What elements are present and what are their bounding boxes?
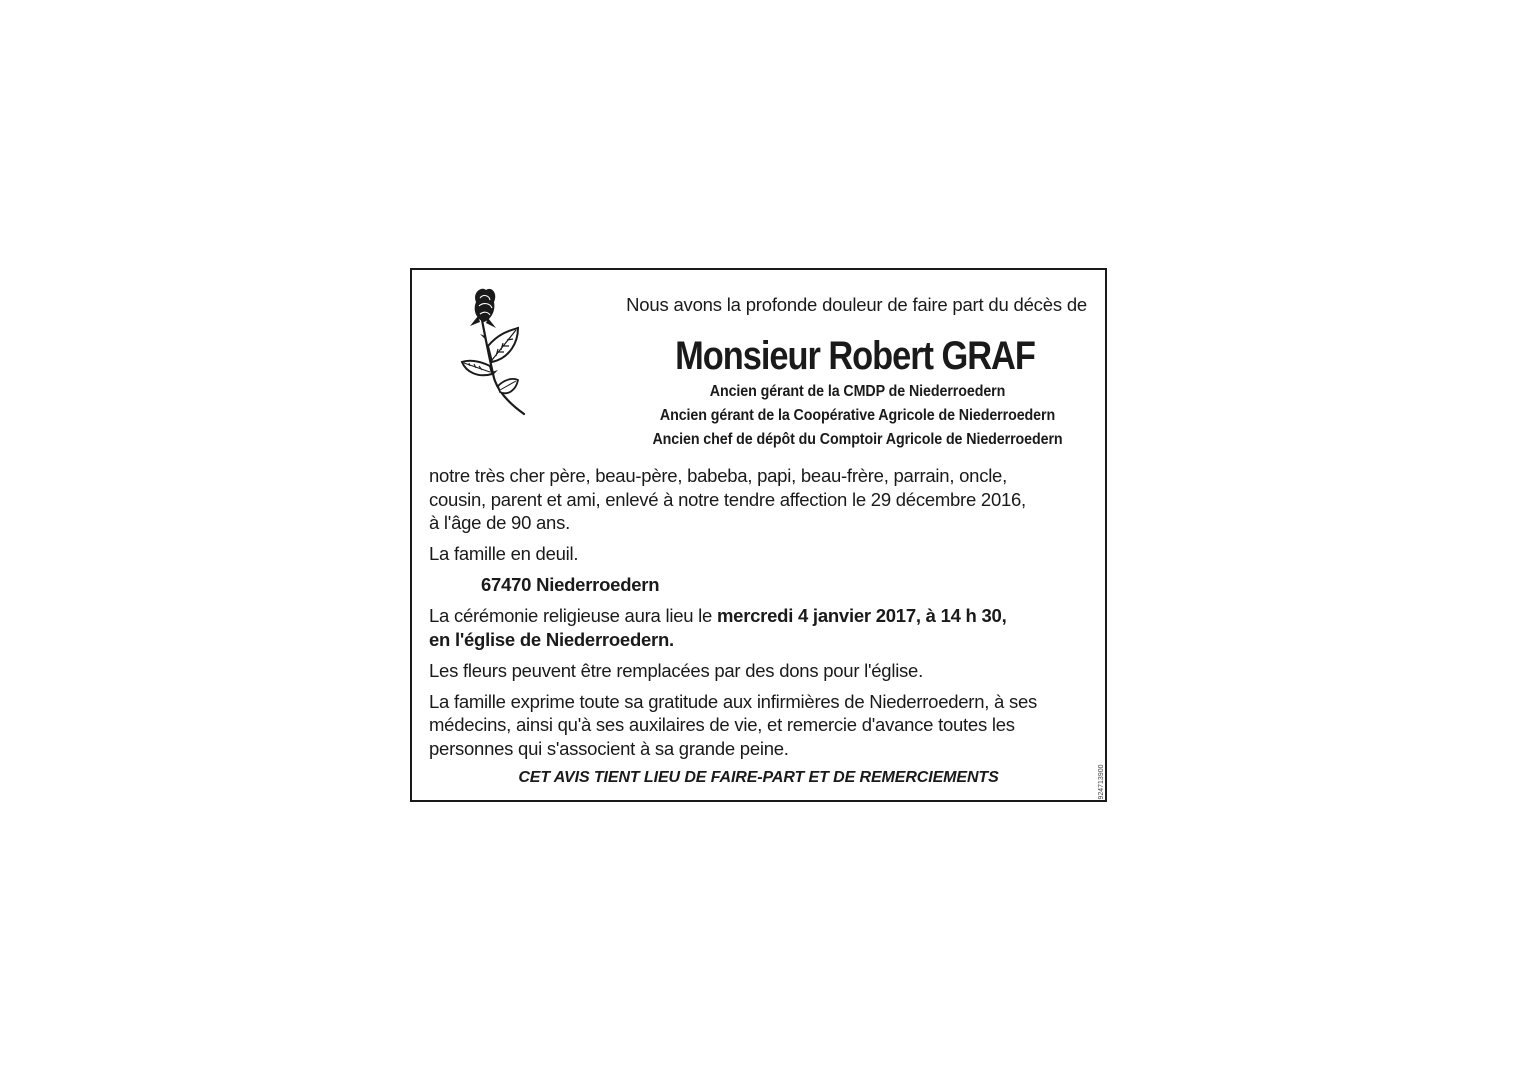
- ceremony-line: [429, 604, 1089, 628]
- flowers-text: Les fleurs peuvent être remplacées par des dons pour l'église.: [429, 659, 923, 681]
- ceremony-paragraph: [429, 604, 1089, 651]
- reference-text: 924713900: [1098, 764, 1105, 800]
- reference-number: [1096, 760, 1106, 804]
- ceremony-prefix: La cérémonie religieuse aura lieu le: [429, 605, 717, 626]
- address-paragraph: [429, 573, 1089, 597]
- notice-footer: CET AVIS TIENT LIEU DE FAIRE-PART ET DE REMERCIEMENTS: [518, 769, 999, 786]
- deceased-name: Monsieur Robert GRAF: [675, 334, 1035, 378]
- family-signature: La famille en deuil.: [429, 543, 579, 564]
- notice-body: [429, 464, 1089, 768]
- gratitude-line: médecins, ainsi qu'à ses auxilaires de vie, et remercie d'avance toutes les: [429, 714, 1015, 735]
- signature-paragraph: [429, 542, 1089, 566]
- ceremony-date-time: mercredi 4 janvier 2017, à 14 h 30,: [716, 605, 1007, 626]
- family-address: 67470 Niederroedern: [481, 574, 660, 595]
- former-roles: [560, 380, 1155, 452]
- family-line: cousin, parent et ami, enlevé à notre tendre affection le 29 décembre 2016,: [429, 488, 1026, 510]
- ceremony-place: en l'église de Niederroedern.: [429, 628, 674, 650]
- gratitude-paragraph: [429, 690, 1089, 761]
- role-line: Ancien gérant de la CMDP de Niederroedern: [709, 383, 1006, 400]
- intro-text: Nous avons la profonde douleur de faire part du décès de: [626, 294, 1087, 315]
- role-line: Ancien chef de dépôt du Comptoir Agricole de Niederroedern: [652, 431, 1063, 448]
- flowers-paragraph: [429, 659, 1089, 683]
- gratitude-line: La famille exprime toute sa gratitude aux infirmières de Niederroedern, à ses: [429, 690, 1038, 712]
- family-paragraph: [429, 464, 1089, 535]
- role-line: Ancien gérant de la Coopérative Agricole de Niederroedern: [659, 407, 1056, 424]
- family-line: à l'âge de 90 ans.: [429, 512, 570, 533]
- gratitude-line: personnes qui s'associent à sa grande peine.: [429, 737, 789, 759]
- family-line: notre très cher père, beau-père, babeba, papi, beau-frère, parrain, oncle,: [429, 465, 1007, 486]
- rose-icon: [452, 286, 532, 418]
